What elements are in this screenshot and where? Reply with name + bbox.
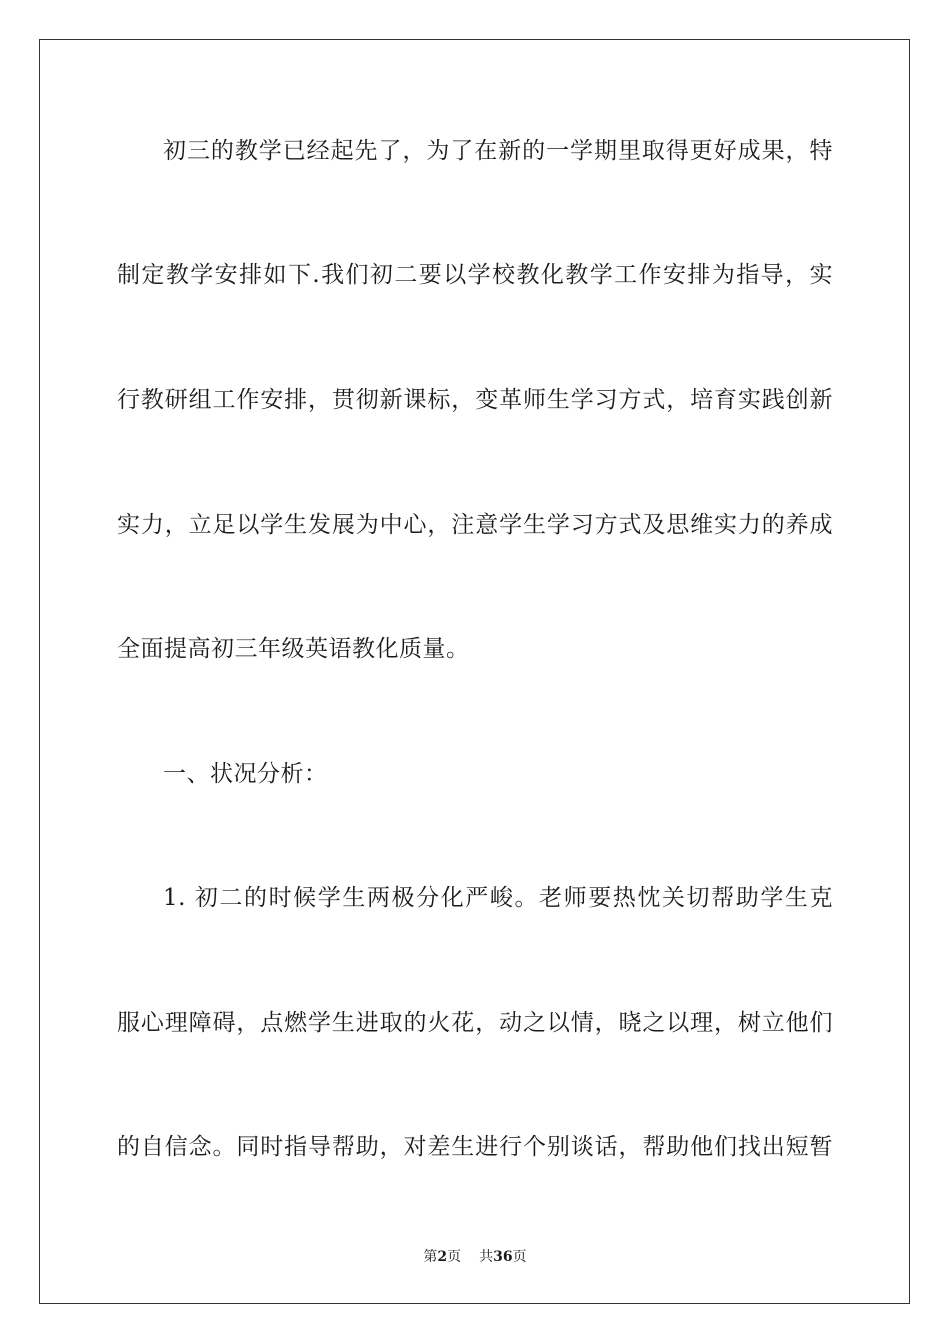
current-page-number: 2 xyxy=(437,1249,448,1265)
page-suffix: 页 xyxy=(447,1249,462,1265)
paragraph-line: 服心理障碍，点燃学生进取的火花，动之以情，晓之以理，树立他们 xyxy=(117,1010,833,1036)
total-page-count: 36 xyxy=(493,1249,513,1265)
paragraph-line: 初三的教学已经起先了，为了在新的一学期里取得更好成果，特 xyxy=(163,138,833,164)
page-prefix: 第 xyxy=(423,1249,438,1265)
paragraph-line: 制定教学安排如下.我们初二要以学校教化教学工作安排为指导，实 xyxy=(117,262,833,288)
paragraph-line: 实力，立足以学生发展为中心，注意学生学习方式及思维实力的养成 xyxy=(117,512,833,538)
paragraph-line: 的自信念。同时指导帮助，对差生进行个别谈话，帮助他们找出短暂 xyxy=(117,1134,833,1160)
total-suffix: 页 xyxy=(512,1249,527,1265)
total-prefix: 共 xyxy=(479,1249,494,1265)
paragraph-line: 行教研组工作安排，贯彻新课标，变革师生学习方式，培育实践创新 xyxy=(117,387,833,413)
section-heading: 一、状况分析： xyxy=(163,761,328,787)
paragraph-line: 全面提高初三年级英语教化质量。 xyxy=(117,636,470,662)
page-border xyxy=(39,39,910,1304)
page-footer xyxy=(0,1248,950,1266)
paragraph-line: 1. 初二的时候学生两极分化严峻。老师要热忱关切帮助学生克 xyxy=(163,885,833,911)
